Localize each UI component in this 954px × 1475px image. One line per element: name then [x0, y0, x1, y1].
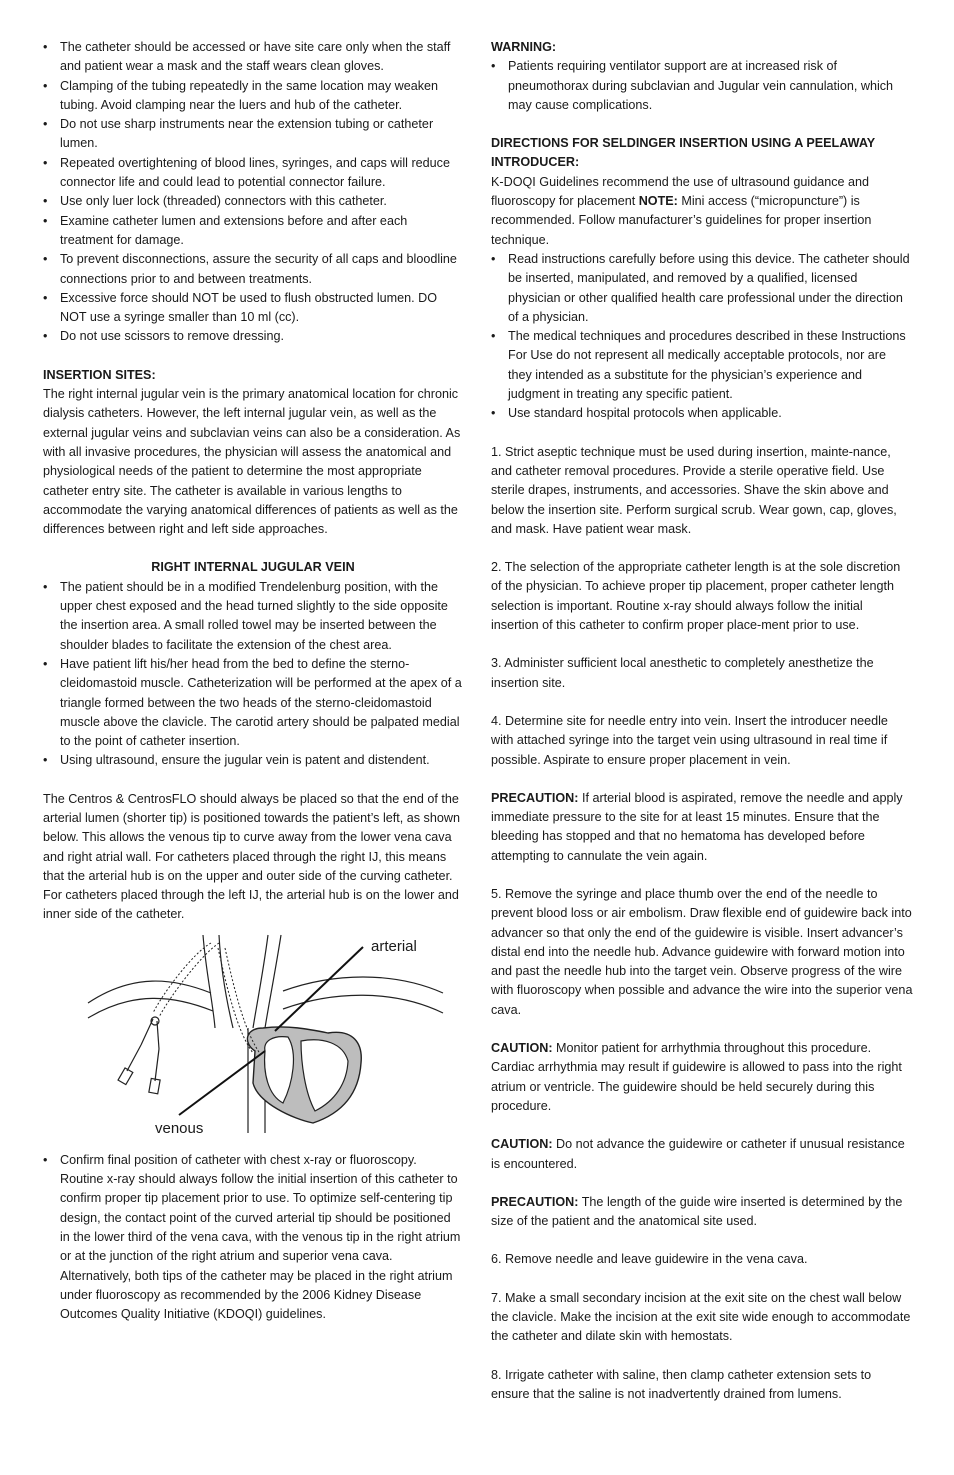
list-item: • Using ultrasound, ensure the jugular vein is patent and distendent.: [43, 751, 463, 770]
caution-label: CAUTION:: [491, 1041, 553, 1056]
left-column: [43, 38, 463, 1324]
caution-label: CAUTION:: [491, 1137, 553, 1152]
list-item: • The patient should be in a modified Trendelenburg position, with the upper chest exposed and the head turned slightly to the side opposite the insertion area. A small rolled towel may be inserted between the shoulder blades to facilitate the extension of the chest area.: [43, 578, 463, 655]
list-item: • Repeated overtightening of blood lines, syringes, and caps will reduce connector life and could lead to potential connector failure.: [43, 154, 463, 193]
list-item: • Excessive force should NOT be used to flush obstructed lumen. DO NOT use a syringe smaller than 10 ml (cc).: [43, 289, 463, 328]
step-5: 5. Remove the syringe and place thumb over the end of the needle to prevent blood loss or air embolism. Draw flexible end of guidewire back into advancer so that only the end of the guidewire is visible. Insert advancer’s distal end into the needle hub. Advance guidewire with forward motion into and past the needle hub into the target vein. Observe progress of the wire with fluoroscopy when possible and advance the wire into the superior vena cava.: [491, 886, 913, 1017]
directions-heading: DIRECTIONS FOR SELDINGER INSERTION USING A PEELAWAY INTRODUCER:: [491, 136, 875, 170]
precaution-arterial: [491, 789, 913, 866]
precaution-label: PRECAUTION:: [491, 790, 579, 805]
directions-intro-text-b: Mini access (“micropuncture”) is recommended. Follow manufacturer’s guidelines for proper insertion technique.: [491, 194, 872, 247]
list-item: • Clamping of the tubing repeatedly in the same location may weaken tubing. Avoid clamping near the luers and hub of the catheter.: [43, 77, 463, 116]
list-item: • To prevent disconnections, assure the security of all caps and bloodline connections prior to and between treatments.: [43, 250, 463, 289]
list-item: • Examine catheter lumen and extensions before and after each treatment for damage.: [43, 212, 463, 251]
confirm-position-list: [43, 1151, 463, 1325]
list-item: • Patients requiring ventilator support are at increased risk of pneumothorax during subclavian and Jugular vein cannulation, which may cause complications.: [491, 57, 913, 115]
precautions-list: [43, 38, 463, 347]
list-item: • The catheter should be accessed or have site care only when the staff and patient wear a mask and the staff wears clean gloves.: [43, 38, 463, 77]
precaution-label: PRECAUTION:: [491, 1194, 579, 1209]
step-7: 7. Make a small secondary incision at the exit site on the chest wall below the clavicle. Make the incision at the exit site wide enough to accommodate the catheter and dilate skin with hemostats.: [491, 1290, 911, 1344]
directions-intro-text: K-DOQI Guidelines recommend the use of ultrasound guidance and fluoroscopy for placement: [491, 174, 870, 209]
warning-heading: WARNING:: [491, 40, 557, 54]
insertion-sites-text: The right internal jugular vein is the primary anatomical location for chronic dialysis catheters. However, the left internal jugular vein, as well as the external jugular veins and subclavian veins can also be a consideration. As with all invasive procedures, the physician will assess the anatomical and physiological needs of the patient to determine the most appropriate catheter entry site. The catheter is available in various lengths to accommodate the varying anatomical differences of patients as well as the differences between right and left side approaches.: [43, 387, 461, 537]
caution-resistance: [491, 1135, 913, 1174]
directions-intro: [491, 173, 913, 250]
caution-text: Do not advance the guidewire or catheter if unusual resistance is encountered.: [491, 1137, 905, 1171]
note-label: NOTE:: [638, 194, 678, 209]
caution-text: Monitor patient for arrhythmia throughout this procedure. Cardiac arrhythmia may result if guidewire is allowed to pass into the right atrium or ventricle. The guidewire should be held securely during this procedure.: [491, 1041, 902, 1113]
venous-pointer: [179, 1051, 265, 1115]
insertion-sites-heading: INSERTION SITES:: [43, 367, 156, 382]
step-6: 6. Remove needle and leave guidewire in the vena cava.: [491, 1252, 808, 1267]
precaution-text: If arterial blood is aspirated, remove the needle and apply immediate pressure to the site for at least 15 minutes. Ensure that the bleeding has stopped and that no hematoma has developed before attempting to cannulate the vein again.: [491, 790, 903, 863]
step-8: 8. Irrigate catheter with saline, then clamp catheter extension sets to ensure that the saline is not inadvertently drained from lumens.: [491, 1367, 872, 1401]
precaution-text: The length of the guide wire inserted is determined by the size of the patient and the anatomical site used.: [491, 1194, 903, 1229]
caution-arrhythmia: [491, 1039, 913, 1116]
list-item: • Use only luer lock (threaded) connectors with this catheter.: [43, 192, 463, 211]
list-item: • Confirm final position of catheter with chest x-ray or fluoroscopy. Routine x-ray should always follow the initial insertion of this catheter to confirm proper tip placement prior to use. To optimize self-centering tip design, the contact point of the curved arterial tip should be positioned in the lower third of the vena cava, with the venous tip in the right atrium or at the junction of the right atrium and superior vena cava. Alternatively, both tips of the catheter may be placed in the right atrium under fluoroscopy as recommended by the 2006 Kidney Disease Outcomes Quality Initiative (KDOQI) guidelines.: [43, 1151, 463, 1325]
step-2: 2. The selection of the appropriate catheter length is at the sole discretion of the physician. To achieve proper tip placement, proper catheter length selection is important. Routine x-ray should always follow the initial insertion of this catheter to confirm proper place-ment prior to use.: [491, 560, 901, 633]
arterial-label: arterial: [371, 937, 417, 955]
precaution-guidewire: [491, 1193, 913, 1232]
step-4: 4. Determine site for needle entry into vein. Insert the introducer needle with attached syringe into the target vein using ultrasound in real time if possible. Aspirate to ensure proper placement in vein.: [491, 713, 888, 767]
step-3: 3. Administer sufficient local anesthetic to completely anesthetize the insertion site.: [491, 656, 874, 690]
list-item: • Do not use sharp instruments near the extension tubing or catheter lumen.: [43, 115, 463, 154]
list-item: • Do not use scissors to remove dressing.: [43, 327, 463, 346]
heart-illustration: [43, 933, 463, 1145]
list-item: • Read instructions carefully before using this device. The catheter should be inserted, manipulated, and removed by a qualified, licensed physician or other qualified health care professional under the direction of a physician.: [491, 250, 913, 327]
rij-heading: RIGHT INTERNAL JUGULAR VEIN: [151, 560, 355, 575]
right-column: [491, 38, 913, 1404]
list-item: • The medical techniques and procedures described in these Instructions For Use do not represent all medically acceptable protocols, nor are they intended as a substitute for the physician’s experience and judgment in treating any specific patient.: [491, 327, 913, 404]
list-item: • Use standard hospital protocols when applicable.: [491, 404, 913, 423]
catheter-heart-diagram: [43, 933, 463, 1145]
venous-label: venous: [155, 1119, 204, 1137]
directions-list: [491, 250, 913, 424]
list-item: • Have patient lift his/her head from the bed to define the sterno-cleidomastoid muscle. Catheterization will be performed at the apex of a triangle formed between the two heads of the sterno-cleidomastoid muscle above the clavicle. The carotid artery should be palpated medial to the point of catheter insertion.: [43, 655, 463, 751]
step-1: 1. Strict aseptic technique must be used during insertion, mainte-nance, and catheter removal procedures. Provide a sterile operative field. Use sterile drapes, instruments, and accessories. Shave the skin above and below the insertion site. Perform surgical scrub. Wear gown, cap, gloves, and mask. Have patient wear mask.: [491, 444, 897, 536]
warning-list: [491, 57, 913, 115]
centros-placement-text: The Centros & CentrosFLO should always be placed so that the end of the arterial lumen (shorter tip) is positioned towards the patient’s left, as shown below. This allows the venous tip to curve away from the lower vena cava and right atrial wall. For catheters placed through the right IJ, this means that the arterial hub is on the upper and outer side of the curving catheter. For catheters placed through the left IJ, the arterial hub is on the lower and inner side of the catheter.: [43, 791, 460, 922]
rij-list: [43, 578, 463, 771]
